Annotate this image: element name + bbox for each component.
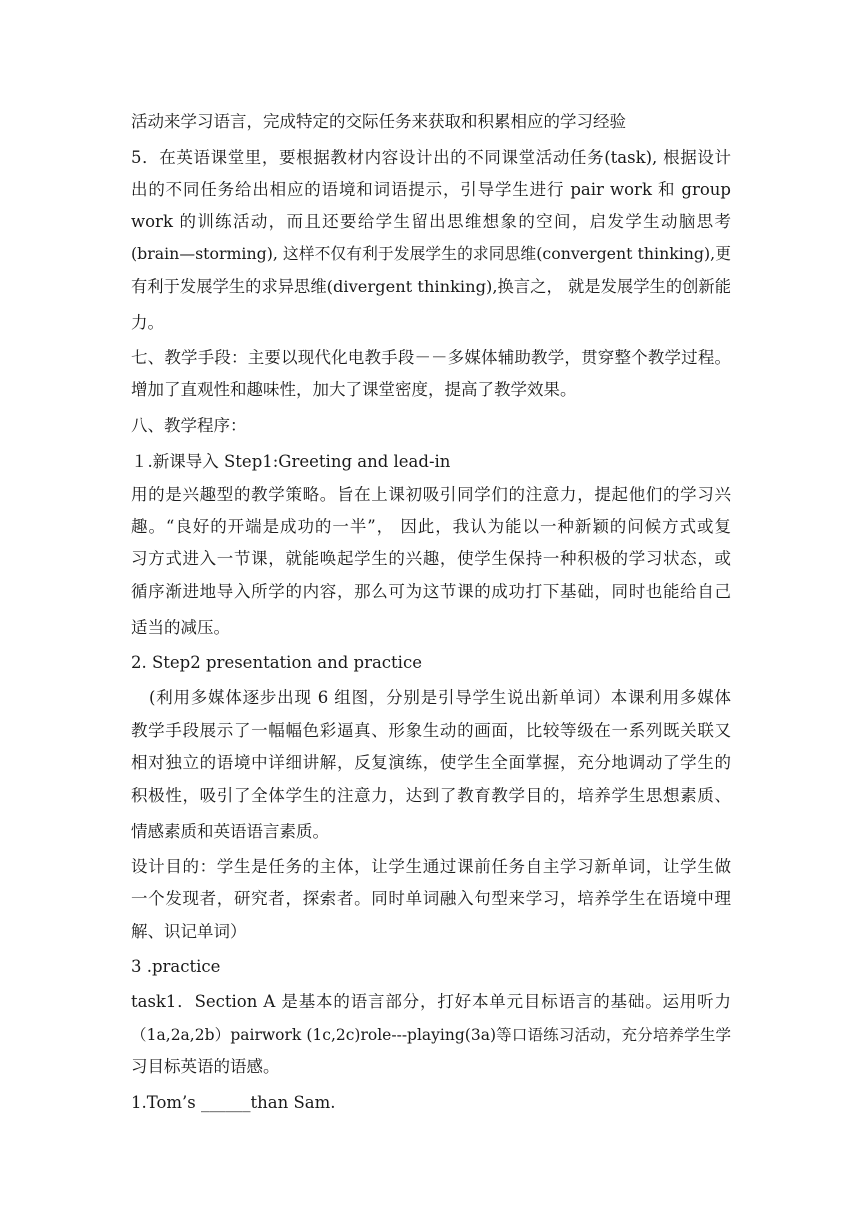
text-line: 有利于发展学生的求异思维(divergent thinking),换言之， 就是发展学生的创新能 [131,277,731,296]
text-line: (利用多媒体逐步出现 6 组图，分别是引导学生说出新单词）本课利用多媒体 [149,688,731,707]
text-line: 设计目的：学生是任务的主体，让学生通过课前任务自主学习新单词，让学生做 [131,857,731,876]
text-line: 活动来学习语言，完成特定的交际任务来获取和积累相应的学习经验 [131,112,626,131]
text-line: 一个发现者，研究者，探索者。同时单词融入句型来学习，培养学生在语境中理 [131,889,731,908]
section-heading: 七、教学手段：主要以现代化电教手段－－多媒体辅助教学，贯穿整个教学过程。 [131,348,731,367]
text-line: work 的训练活动，而且还要给学生留出思维想象的空间，启发学生动脑思考 [131,212,731,231]
exercise-item: 1.Tom’s ______than Sam. [131,1093,336,1112]
text-line: 习方式进入一节课，就能唤起学生的兴趣，使学生保持一种积极的学习状态，或 [131,549,731,568]
text-line: 积极性，吸引了全体学生的注意力，达到了教育教学目的，培养学生思想素质、 [131,786,731,805]
text-line: 习目标英语的语感。 [131,1057,280,1076]
step-heading: 3 .practice [131,957,221,976]
text-line: 力。 [131,313,164,332]
text-line: (brain—storming), 这样不仅有利于发展学生的求同思维(convergent thinking),更 [131,244,731,263]
text-line: 用的是兴趣型的教学策略。旨在上课初吸引同学们的注意力，提起他们的学习兴 [131,485,731,504]
text-line: 5．在英语课堂里，要根据教材内容设计出的不同课堂活动任务(task), 根据设计 [131,148,731,167]
text-line: 相对独立的语境中详细讲解，反复演练，使学生全面掌握，充分地调动了学生的 [131,753,731,772]
text-line: 教学手段展示了一幅幅色彩逼真、形象生动的画面，比较等级在一系列既关联又 [131,721,731,740]
step-heading: １.新课导入 Step1:Greeting and lead-in [131,452,451,471]
section-heading: 八、教学程序： [131,416,247,435]
text-line: 增加了直观性和趣味性，加大了课堂密度，提高了教学效果。 [131,380,577,399]
text-line: 出的不同任务给出相应的语境和词语提示，引导学生进行 pair work 和 group [131,180,731,199]
text-line: 解、识记单词） [131,922,247,941]
step-heading: 2. Step2 presentation and practice [131,653,422,672]
text-line: task1．Section A 是基本的语言部分，打好本单元目标语言的基础。运用听力 [131,992,731,1011]
text-line: （1a,2a,2b）pairwork (1c,2c)role---playing(3a)等口语练习活动，充分培养学生学 [131,1026,731,1044]
text-line: 适当的减压。 [131,618,230,637]
text-line: 循序渐进地导入所学的内容，那么可为这节课的成功打下基础，同时也能给自己 [131,582,731,601]
text-line: 情感素质和英语语言素质。 [131,822,329,841]
text-line: 趣。“良好的开端是成功的一半”， 因此，我认为能以一种新颖的问候方式或复 [131,517,731,536]
